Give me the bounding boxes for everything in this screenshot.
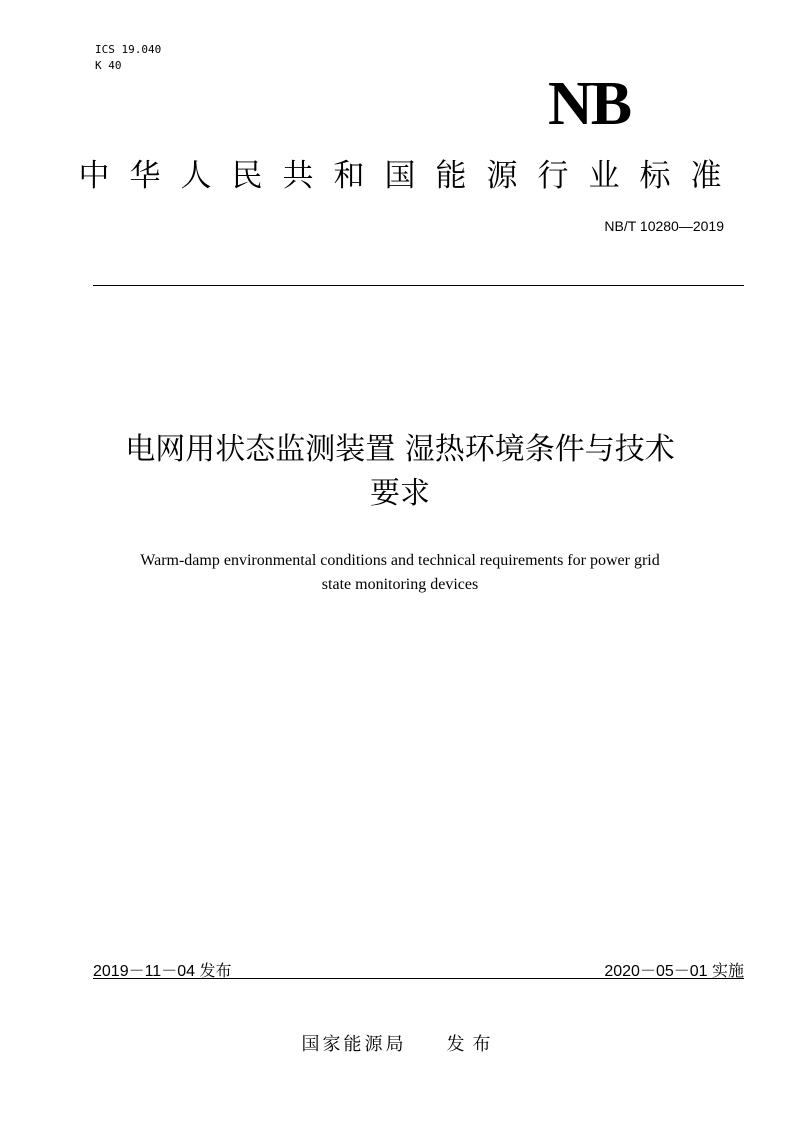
ccs-code: K 40 (95, 59, 122, 72)
title-en-line-1: Warm-damp environmental conditions and technical requirements for power grid (140, 552, 660, 569)
title-cn-line-2: 要求 (370, 476, 430, 511)
footer-divider (93, 978, 744, 979)
classification-codes (95, 42, 161, 74)
title-en-line-2: state monitoring devices (321, 576, 479, 593)
publisher-line (0, 1030, 800, 1056)
standard-category-title: 中华人民共和国能源行业标准 (78, 158, 742, 194)
document-title-english (70, 549, 730, 597)
document-title-chinese (60, 428, 740, 516)
date-row (93, 958, 744, 980)
title-cn-line-1: 电网用状态监测装置 湿热环境条件与技术 (125, 432, 675, 467)
issue-date: 2019－11－04 发布 (93, 963, 232, 980)
implementation-date: 2020－05－01 实施 (604, 963, 744, 980)
nb-logo: NB (548, 70, 631, 138)
ics-code: ICS 19.040 (95, 43, 162, 56)
header-divider (93, 285, 744, 286)
publisher-organization: 国家能源局 (301, 1034, 407, 1055)
standard-number: NB/T 10280—2019 (604, 218, 724, 234)
publish-action: 发布 (446, 1034, 499, 1055)
